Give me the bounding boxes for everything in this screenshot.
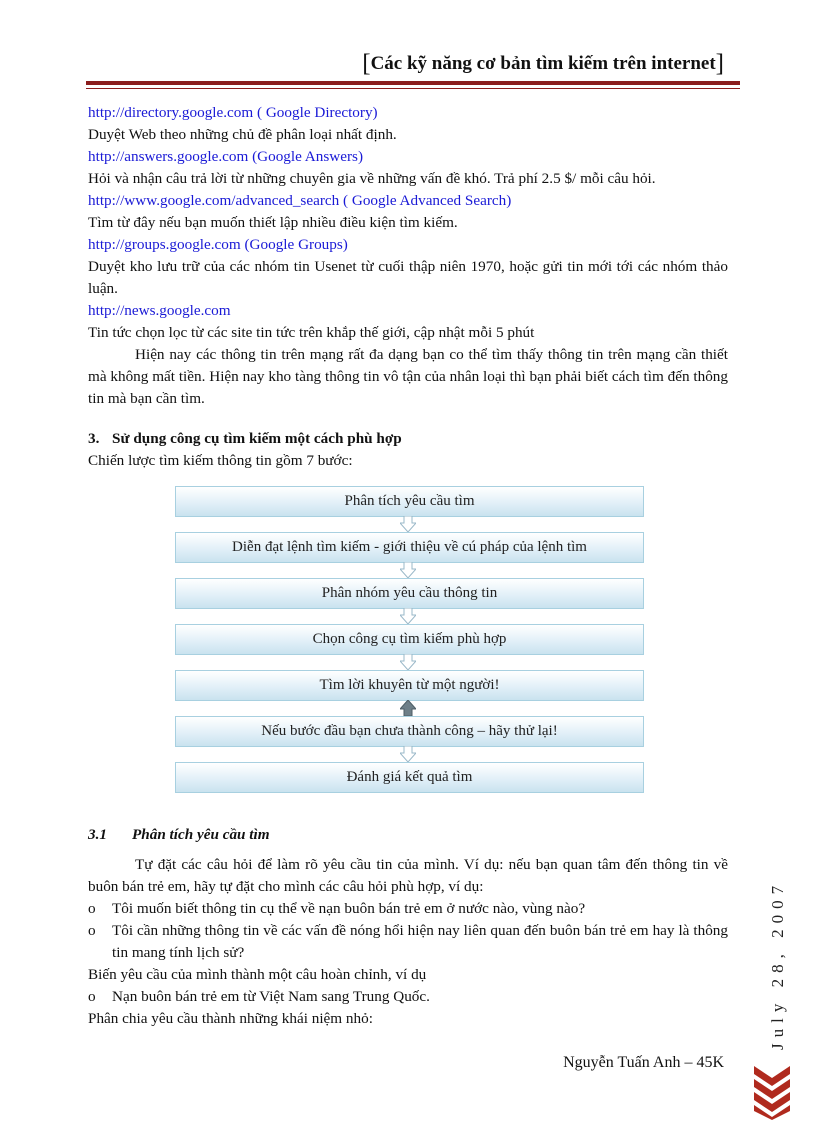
link-google-directory[interactable]: http://directory.google.com ( Google Directory) xyxy=(88,104,378,121)
page-content xyxy=(88,102,728,1030)
chevron-down-icon xyxy=(752,1064,792,1120)
header-open-bracket: [ xyxy=(362,50,371,77)
step-box-7: Đánh giá kết quả tìm xyxy=(175,762,644,793)
bullet-marker: o xyxy=(88,988,96,1005)
section-3-1-paragraph: Tự đặt các câu hỏi để làm rõ yêu cầu tin của mình. Ví dụ: nếu bạn quan tâm đến thông tin về buôn bán trẻ em, hãy tự đặt cho mình các câu hỏi phù hợp, ví dụ: xyxy=(88,856,728,895)
arrow-down-icon xyxy=(400,654,416,670)
footer-date: July 28, 2007 xyxy=(768,879,787,1050)
arrow-down-icon xyxy=(400,516,416,532)
step-box-5: Tìm lời khuyên từ một người! xyxy=(175,670,644,701)
split-line: Phân chia yêu cầu thành những khái niệm nhỏ: xyxy=(88,1010,373,1027)
arrow-down-icon xyxy=(400,562,416,578)
page-header xyxy=(0,50,724,78)
question-text: Tôi muốn biết thông tin cụ thể về nạn buôn bán trẻ em ở nước nào, vùng nào? xyxy=(112,900,586,917)
section-3-heading xyxy=(88,428,728,450)
section-3-lead: Chiến lược tìm kiếm thông tin gồm 7 bước: xyxy=(88,452,353,469)
example-text: Nạn buôn bán trẻ em từ Việt Nam sang Trung Quốc. xyxy=(112,988,430,1005)
desc-google-groups: Duyệt kho lưu trữ của các nhóm tin Usenet từ cuối thập niên 1970, hoặc gửi tin mới tới các nhóm thảo luận. xyxy=(88,258,728,297)
desc-google-advanced-search: Tìm từ đây nếu bạn muốn thiết lập nhiều điều kiện tìm kiếm. xyxy=(88,214,458,231)
link-google-answers[interactable]: http://answers.google.com (Google Answers) xyxy=(88,148,364,165)
bullet-marker: o xyxy=(88,922,96,939)
search-strategy-flowchart xyxy=(88,486,728,806)
link-google-news[interactable]: http://news.google.com xyxy=(88,302,231,319)
header-rule-thick xyxy=(86,81,740,85)
arrow-down-icon xyxy=(400,746,416,762)
step-box-1: Phân tích yêu cầu tìm xyxy=(175,486,644,517)
header-close-bracket: ] xyxy=(715,50,724,77)
step-box-3: Phân nhóm yêu cầu thông tin xyxy=(175,578,644,609)
arrow-down-icon xyxy=(400,608,416,624)
desc-google-answers: Hỏi và nhận câu trả lời từ những chuyên gia về những vấn đề khó. Trả phí 2.5 $/ mỗi câu hỏi. xyxy=(88,170,656,187)
list-item xyxy=(88,898,728,920)
intro-paragraph: Hiện nay các thông tin trên mạng rất đa dạng bạn co thể tìm thấy thông tin trên mạng cần thiết mà không mất tiền. Hiện nay kho tàng thông tin vô tận của nhân loại thì bạn phải biết cách tìm đến thông tin mà bạn cần tìm. xyxy=(88,346,728,407)
footer-author: Nguyễn Tuấn Anh – 45K xyxy=(563,1054,724,1071)
question-text: Tôi cần những thông tin về các vấn đề nóng hổi hiện nay liên quan đến buôn bán trẻ em hay là thông tin mang tính lịch sử? xyxy=(112,922,728,961)
section-3-1-number: 3.1 xyxy=(88,826,107,843)
link-google-advanced-search[interactable]: http://www.google.com/advanced_search ( Google Advanced Search) xyxy=(88,192,512,209)
section-3-title: Sử dụng công cụ tìm kiếm một cách phù hợp xyxy=(112,430,402,447)
header-rule-thin xyxy=(86,88,740,89)
list-item xyxy=(88,920,728,964)
list-item xyxy=(88,986,728,1008)
step-box-2: Diễn đạt lệnh tìm kiếm - giới thiệu về cú pháp của lệnh tìm xyxy=(175,532,644,563)
section-3-1-title: Phân tích yêu cầu tìm xyxy=(132,826,270,843)
transform-line: Biến yêu cầu của mình thành một câu hoàn chỉnh, ví dụ xyxy=(88,966,427,983)
step-box-6: Nếu bước đầu bạn chưa thành công – hãy thử lại! xyxy=(175,716,644,747)
desc-google-news: Tin tức chọn lọc từ các site tin tức trên khắp thế giới, cập nhật mỗi 5 phút xyxy=(88,324,535,341)
desc-google-directory: Duyệt Web theo những chủ đề phân loại nhất định. xyxy=(88,126,397,143)
header-title: Các kỹ năng cơ bản tìm kiếm trên internet xyxy=(370,53,716,74)
link-google-groups[interactable]: http://groups.google.com (Google Groups) xyxy=(88,236,348,253)
section-3-number: 3. xyxy=(88,430,100,447)
arrow-up-icon xyxy=(400,700,416,716)
section-3-1-heading xyxy=(88,824,728,846)
step-box-4: Chọn công cụ tìm kiếm phù hợp xyxy=(175,624,644,655)
bullet-marker: o xyxy=(88,900,96,917)
